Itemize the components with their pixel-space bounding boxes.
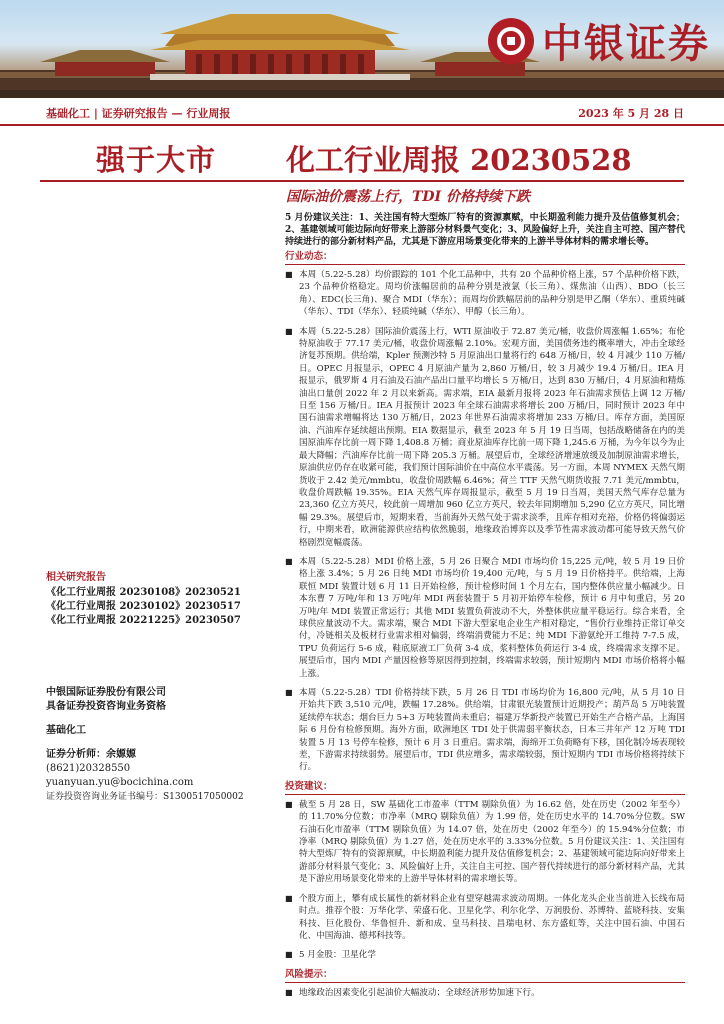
- related-report-item[interactable]: 《化工行业周报 20221225》20230507: [46, 615, 241, 626]
- bullet-icon: ■: [285, 799, 293, 809]
- bullet-icon: ■: [285, 270, 293, 279]
- report-date: 2023 年 5 月 28 日: [578, 107, 684, 120]
- report-category: 基础化工 | 证券研究报告 — 行业周报: [46, 107, 231, 120]
- industry-heading: 行业动态：: [285, 251, 685, 265]
- report-title: 化工行业周报 20230528: [286, 143, 632, 177]
- investment-heading: 投资建议：: [285, 781, 685, 795]
- sidebar-info: [46, 568, 272, 804]
- intro-summary: 5 月份建议关注：1、关注国有特大型炼厂特有的资源禀赋，中长期盈利能力提升及估值修复机会；2、基建领域可能边际向好带来上游部分材料景气变化；3、风险偏好上升，关注自主可控、国产替代持续进行的部分新材料产品，尤其是下游应用场景变化带来的上游半导体材料的需求增长等。: [285, 213, 685, 247]
- list-item: [285, 987, 685, 999]
- list-item: [285, 269, 685, 319]
- related-report-item[interactable]: 《化工行业周报 20230102》20230517: [46, 601, 241, 612]
- bullet-icon: ■: [285, 688, 293, 697]
- risk-bullet: 地缘政治因素变化引起油价大幅波动；全球经济形势加速下行。: [299, 987, 540, 998]
- analyst-name: 证券分析师：余嫄嫄: [46, 749, 136, 760]
- risk-heading: 风险提示：: [285, 969, 685, 983]
- industry-bullet: 本周（5.22-5.28）国际油价震荡上行，WTI 原油收于 72.87 美元/桶，收盘价周涨幅 1.65%；布伦特原油收于 77.17 美元/桶，收盘价周涨幅 2.10%。宏观方面，美国债务违约概率增大，冲击全球经济复苏预期。供给端，Kpler 预测沙特 5 月原油出口量将行约 648 万桶/日，较 4 月减少 110 万桶/日。OPEC 月报显示，OPEC 4 月原油产量为 2,860 万桶/日，较 3 月减少 19.4 万桶/日。IEA 月报显示，俄罗斯 4 月石油及石油产品出口量平均增长 5 万桶/日，达到 830 万桶/日，4 月原油和精炼油出口量创 2022 年 2 月以来新高。需求端，EIA 最新月报将 2023 年石油需求预估上调 12 万桶/日至 156 万桶/日。IEA 月报预计 2023 年全球石油需求将增长 200 万桶/日，同时预计 2023 年中国石油需求增幅将达 130 万桶/日，2023 年世界石油需求将增加 233 万桶/日。库存方面，美国原油、汽油库存延续超出预期。EIA 数据显示，截至 2023 年 5 月 19 日当周，包括战略储备在内的美国原油库存比前一周下降 1,408.8 万桶；商业原油库存比前一周下降 1,245.6 万桶，为今年以今为止最大降幅；汽油库存比前一周下降 205.3 万桶。展望后市，全球经济增速放缓及加制原油需求增长，原油供应仍存在收紧可能，我们预计国际油价在中高位水平震荡。另一方面，本周 NYMEX 天然气期货收于 2.42 美元/mmbtu，收盘价周跌幅 6.46%；荷兰 TTF 天然气期货收报 7.71 美元/mmbtu，收盘价周跌幅 19.35%。EIA 天然气库存周报显示，截至 5 月 19 日当周，美国天然气库存总量为 23,360 亿立方英尺，较此前一周增加 960 亿立方英尺，较去年同期增加 5,290 亿立方英尺，同比增幅 29.3%。展望后市，短期来看，当前海外天然气处于需求淡季，且库存相对充裕，价格仍将偏弱运行，中期来看，欧洲能源供应结构依然脆弱，地缘政治博弈以及季节性需求波动都可能导致天然气价格剧烈宽幅震荡。: [299, 326, 685, 548]
- header-banner: [0, 0, 724, 98]
- analyst-phone: (8621)20328550: [46, 763, 131, 774]
- industry-bullet: 本周（5.22-5.28）均价跟踪的 101 个化工品种中，共有 20 个品种价格上涨，57 个品种价格下跌，23 个品种价格稳定。周均价涨幅居前的品种分别是液氯（长三角）、煤焦油（山西）、BDO（长三角）、EDC(长三角)、聚合 MDI（华东）；而周均价跌幅居前的品种分别是甲乙酮（华东）、重质纯碱（华东）、TDI（华东）、轻质纯碱（华东）、甲醇（长三角）。: [299, 270, 685, 318]
- title-divider: [40, 180, 684, 182]
- related-reports-heading: 相关研究报告: [46, 572, 106, 583]
- report-meta-bar: [0, 98, 724, 126]
- company-qualification: 具备证券投资咨询业务资格: [46, 701, 166, 712]
- brand-name: 中银证券: [542, 21, 710, 67]
- list-item: [285, 799, 685, 886]
- industry-bullet: 本周（5.22-5.28）TDI 价格持续下跌，5 月 26 日 TDI 市场均价为 16,800 元/吨，从 5 月 10 日开始共下跌 3,510 元/吨，跌幅 17.28%。供给端，甘肃银光装置预计近期投产；葫芦岛 5 万吨装置延续停车状态；烟台巨力 5+3 万吨装置尚未重启；福建万华新投产装置已开始生产合格产品，上海国际 6 月份有检修预期。海外方面，欧洲地区 TDI 处于供需弱平衡状态，日本三井年产 12 万吨 TDI 装置 5 月 13 号停车检修，预计 6 月 3 日重启。需求端，海绵开工负荷略有下移，国化制冷场表现较差，下游需求持续弱势。展望后市，TDI 供应增多，需求端较弱，预计短期内 TDI 市场价格将持续下行。: [299, 688, 685, 773]
- investment-bullet: 5 月金股：卫星化学: [299, 950, 376, 961]
- sector-name: 基础化工: [46, 725, 86, 736]
- company-name: 中银国际证券股份有限公司: [46, 687, 166, 698]
- bullet-icon: ■: [285, 950, 293, 960]
- investment-bullet: 截至 5 月 28 日，SW 基础化工市盈率（TTM 剔除负值）为 16.62 倍，处在历史（2002 年至今）的 11.70%分位数；市净率（MRQ 剔除负值）为 1.99 倍，处在历史水平的 14.70%分位数。SW 石油石化市盈率（TTM 剔除负值）为 14.07 倍，处在历史（2002 年至今）的 15.94%分位数；市净率（MRQ 剔除负值）为 1.27 倍，处在历史水平的 3.33%分位数。5 月份建议关注：1、关注国有特大型炼厂特有的资源禀赋，中长期盈利能力提升及估值修复机会；2、基建领域可能边际向好带来上游部分材料景气变化；3、风险偏好上升，关注自主可控、国产替代持续进行的部分新材料产品，尤其是下游应用场景变化带来的上游半导体材料的需求增长等。: [299, 799, 685, 885]
- investment-bullet: 个股方面上，攀有成长属性的新材料企业有望穿越需求波动周期。一体化龙头企业当前进入长线布局时点。推荐个股：万华化学、荣盛石化、卫星化学、利尔化学、万润股份、苏博特、蓝晓科技、安集科技、巨化股份、华鲁恒升、新和成、皇马科技、昌瑞电材、东方盛虹等，关注中国石油、中国石化、中国海油、德邦科技等。: [299, 893, 685, 941]
- list-item: [285, 893, 685, 943]
- industry-bullet: 本周（5.22-5.28）MDI 价格上涨，5 月 26 日聚合 MDI 市场均价 15,225 元/吨，较 5 月 19 日价格上涨 3.4%；5 月 26 日纯 MDI 市场均价 19,400 元/吨，与 5 月 19 日价格持平。供给端，上海联恒 MDI 装置计划 6 月 11 日开始检修，预计检修时间 1 个月左右，国内整体供应量小幅减少。日本东曹 7 万吨/年和 13 万吨/年 MDI 两套装置于 5 月初开始停车检修，预计 6 月中旬重启，另 20 万吨/年 MDI 装置正常运行；其他 MDI 装置负荷波动不大，外整体供应量平稳运行。综合来看，全球供应量波动不大。需求端，聚合 MDI 下游大型家电企业生产相对稳定，“售价行业维持正常订单交付，冷链相关及板材行业需求相对偏弱，终端消费能力不足；纯 MDI 下游氨纶开工维持 7-7.5 成，TPU 负荷运行 5-6 成，鞋底原液工厂负荷 3-4 成，浆料整体负荷运行 3-4 成，终端需求支撑不足。展望后市，国内 MDI 产量因检修等原因得到控制，终端需求较弱，预计短期内 MDI 市场价格将小幅上涨。: [299, 556, 685, 679]
- list-item: [285, 326, 685, 549]
- bullet-icon: ■: [285, 893, 293, 903]
- related-report-item[interactable]: 《化工行业周报 20230108》20230521: [46, 587, 241, 598]
- analyst-cert: 证券投资咨询业务证书编号：S1300517050002: [46, 792, 244, 802]
- rating-label: 强于大市: [96, 143, 217, 177]
- list-item: [285, 556, 685, 680]
- bullet-icon: ■: [285, 556, 293, 566]
- analyst-email[interactable]: yuanyuan.yu@bocichina.com: [46, 777, 194, 788]
- bank-logo-icon: [488, 18, 534, 64]
- list-item: [285, 687, 685, 774]
- bullet-icon: ■: [285, 326, 293, 336]
- brand-logo: [488, 12, 710, 69]
- report-subtitle: 国际油价震荡上行，TDI 价格持续下跌: [286, 189, 530, 205]
- main-content: [285, 212, 685, 1006]
- list-item: [285, 949, 685, 961]
- bullet-icon: ■: [285, 987, 293, 997]
